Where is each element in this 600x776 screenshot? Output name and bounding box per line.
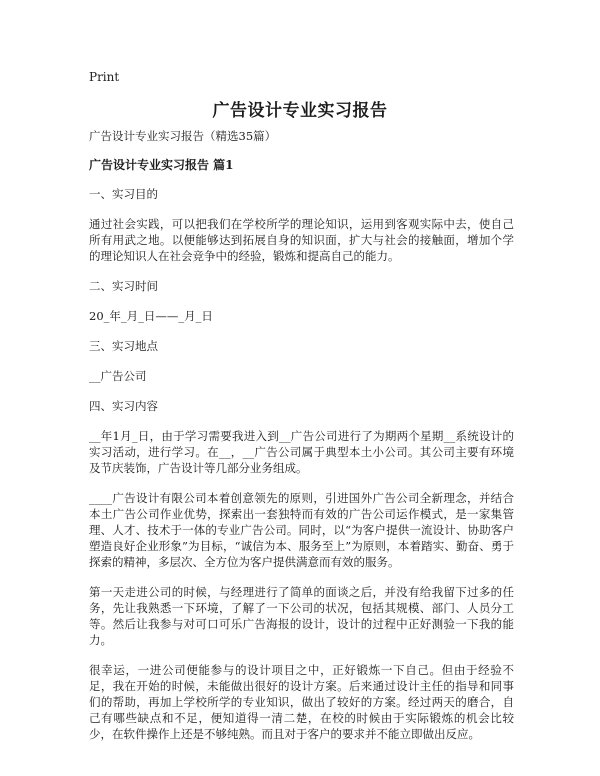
document-title: 广告设计专业实习报告 <box>212 101 388 121</box>
paragraph-time: 20_年_月_日——_月_日 <box>89 309 213 323</box>
paragraph-content-1: __年1月_日，由于学习需要我进入到__广告公司进行了为期两个星期__系统设计的实习活动，进行学习。在__，__广告公司属于典型本土小公司。其公司主要有环境及节庆装饰，广告设计等几部分业务组成。 <box>89 429 514 475</box>
section-heading-goal: 一、实习目的 <box>89 187 158 201</box>
paragraph-content-4: 很幸运，一进公司便能参与的设计项目之中，正好锻炼一下自己。但由于经验不足，我在开始的时候，未能做出很好的设计方案。后来通过设计主任的指导和同事们的帮助，再加上学校所学的专业知识，做出了较好的方案。经过两天的磨合，自己有哪些缺点和不足，便知道得一清二楚，在校的时候由于实际锻炼的机会比较少，在软件操作上还是不够纯熟。而且对于客户的要求并不能立即做出反应。 <box>89 663 514 741</box>
paragraph-content-3: 第一天走进公司的时候，与经理进行了简单的面谈之后，并没有给我留下过多的任务，先让我熟悉一下环境，了解了一下公司的状况，包括其规模、部门、人员分工等。然后让我参与对可口可乐广告海报的设计，设计的过程中正好测验一下我的能力。 <box>89 585 514 647</box>
article-heading: 广告设计专业实习报告 篇1 <box>89 158 234 172</box>
print-label[interactable]: Print <box>89 70 120 84</box>
document-subtitle: 广告设计专业实习报告（精选35篇） <box>89 129 277 143</box>
paragraph-content-2: ____广告设计有限公司本着创意领先的原则，引进国外广告公司全新理念，并结合本土广告公司作业优势，探索出一套独特而有效的广告公司运作模式，是一家集管理、人才、技术于一体的专业广告公司。同时，以“为客户提供一流设计、协助客户塑造良好企业形象”为目标，“诚信为本、服务至上”为原则，本着踏实、勤奋、勇于探索的精神，多层次、全方位为客户提供满意而有效的服务。 <box>89 491 514 569</box>
section-heading-time: 二、实习时间 <box>89 279 158 293</box>
paragraph-goal: 通过社会实践，可以把我们在学校所学的理论知识，运用到客观实际中去，使自己所有用武之地。以便能够达到拓展自身的知识面，扩大与社会的接触面，增加个学的理论知识人在社会竞争中的经验，锻炼和提高自己的能力。 <box>89 217 514 263</box>
section-heading-content: 四、实习内容 <box>89 399 158 413</box>
document-body <box>89 128 514 756</box>
paragraph-place: __广告公司 <box>89 369 147 383</box>
section-heading-place: 三、实习地点 <box>89 339 158 353</box>
